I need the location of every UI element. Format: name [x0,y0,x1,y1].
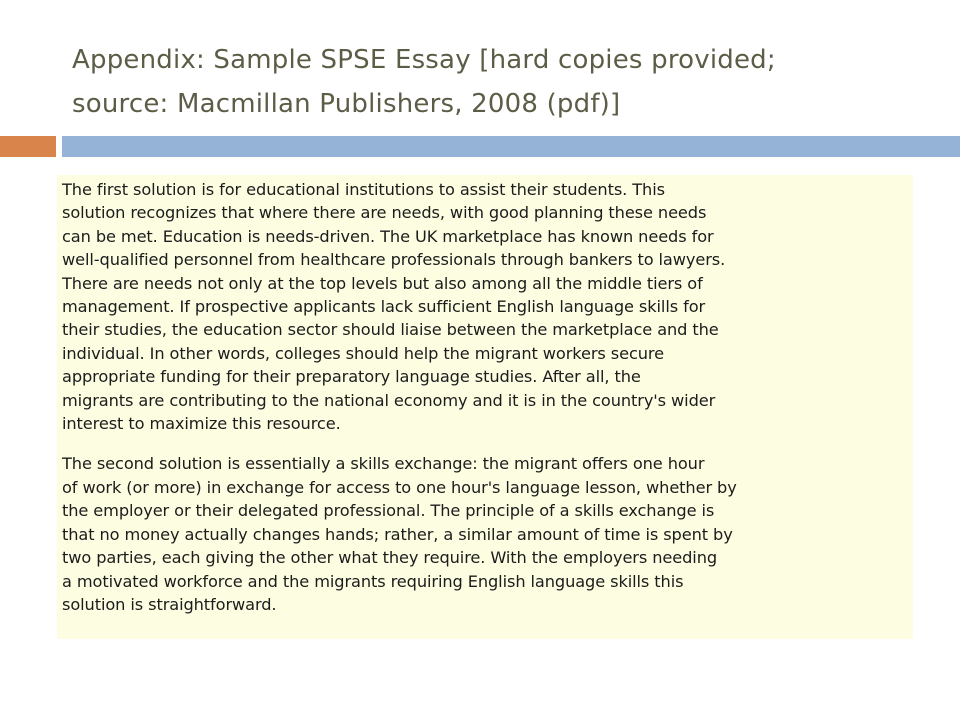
essay-line: solution is straightforward. [62,594,277,614]
essay-line: The second solution is essentially a skills exchange: the migrant offers one hour [62,454,705,474]
slide-title [72,38,932,126]
essay-line: of work (or more) in exchange for access to one hour's language lesson, whether by [62,477,737,497]
slide-title-line-2: source: Macmillan Publishers, 2008 (pdf)] [72,89,621,119]
slide-title-line-1: Appendix: Sample SPSE Essay [hard copies provided; [72,45,776,75]
essay-line: There are needs not only at the top levels but also among all the middle tiers of [62,273,703,293]
essay-line: solution recognizes that where there are needs, with good planning these needs [62,203,707,223]
paragraph-spacer [62,435,913,452]
essay-line: the employer or their delegated professional. The principle of a skills exchange is [62,501,715,521]
essay-excerpt-image [57,175,913,639]
essay-line: that no money actually changes hands; rather, a similar amount of time is spent by [62,524,733,544]
essay-line: well-qualified personnel from healthcare professionals through bankers to lawyers. [62,250,726,270]
essay-line: two parties, each giving the other what they require. With the employers needing [62,548,718,568]
essay-line: their studies, the education sector should liaise between the marketplace and the [62,320,719,340]
essay-line: management. If prospective applicants lack sufficient English language skills for [62,297,706,317]
essay-line: a motivated workforce and the migrants requiring English language skills this [62,571,684,591]
essay-line: individual. In other words, colleges should help the migrant workers secure [62,343,664,363]
essay-line: The first solution is for educational institutions to assist their students. This [62,180,665,199]
essay-paragraph-1 [62,178,913,435]
essay-line: can be met. Education is needs-driven. The UK marketplace has known needs for [62,226,714,246]
orange-accent-bar [0,136,56,157]
essay-paragraph-2 [62,452,913,616]
essay-line: appropriate funding for their preparatory language studies. After all, the [62,367,641,387]
essay-line: interest to maximize this resource. [62,414,341,434]
essay-line: migrants are contributing to the national economy and it is in the country's wider [62,390,716,410]
blue-accent-bar [62,136,960,157]
